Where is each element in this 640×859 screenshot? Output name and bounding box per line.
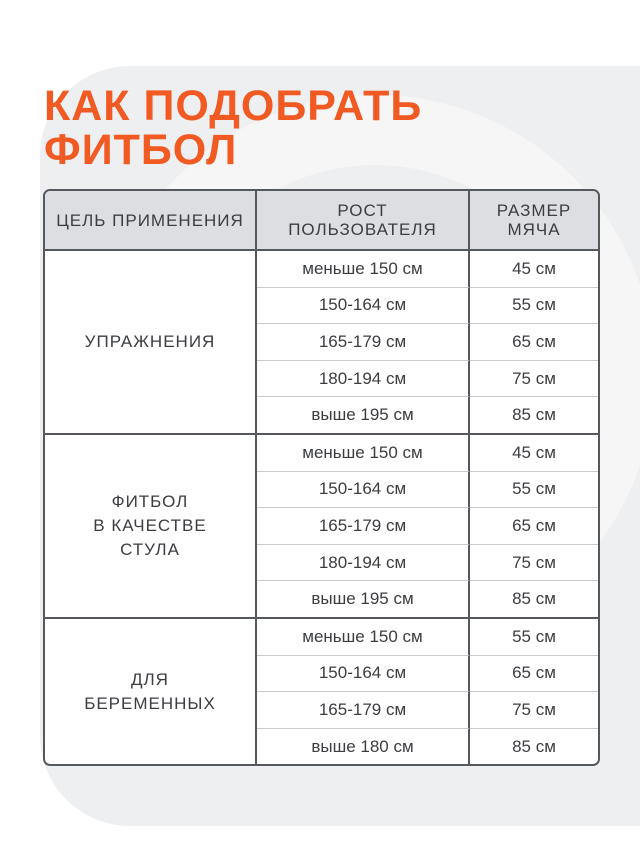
ball-size-cell: 55 см	[470, 288, 598, 325]
table-row	[45, 435, 598, 472]
ball-size-cell: 55 см	[470, 472, 598, 509]
ball-size-cell: 85 см	[470, 397, 598, 435]
ball-size-cell: 85 см	[512, 736, 556, 756]
height-cell: 150-164 см	[257, 288, 470, 325]
table-row	[45, 251, 598, 288]
header-user-height: РОСТ ПОЛЬЗОВАТЕЛЯ	[257, 191, 470, 251]
table-header-row	[45, 191, 598, 251]
height-cell: 150-164 см	[257, 656, 470, 693]
ball-size-cell: 45 см	[470, 435, 598, 472]
height-cell: меньше 150 см	[257, 435, 470, 472]
height-cell: выше 195 см	[257, 397, 470, 435]
height-cell: 165-179 см	[257, 324, 470, 361]
height-cell: выше 180 см	[257, 729, 470, 765]
height-cell: 165-179 см	[257, 508, 470, 545]
ball-size-cell: 75 см	[470, 692, 598, 729]
height-cell: меньше 150 см	[257, 619, 470, 656]
header-purpose: ЦЕЛЬ ПРИМЕНЕНИЯ	[45, 191, 257, 251]
ball-size-cell: 55 см	[470, 619, 598, 656]
group-label: ДЛЯ БЕРЕМЕННЫХ	[45, 619, 257, 764]
group-label: ФИТБОЛ В КАЧЕСТВЕ СТУЛА	[45, 435, 257, 619]
height-cell: 165-179 см	[257, 692, 470, 729]
ball-size-cell: 75 см	[470, 545, 598, 582]
table-row	[45, 619, 598, 656]
height-cell: 180-194 см	[257, 545, 470, 582]
ball-size-cell: 85 см	[470, 581, 598, 619]
ball-size-cell: 65 см	[470, 508, 598, 545]
header-ball-size: РАЗМЕР МЯЧА	[470, 191, 598, 251]
height-cell: выше 195 см	[257, 581, 470, 619]
group-label: УПРАЖНЕНИЯ	[45, 251, 257, 435]
ball-size-cell: 45 см	[470, 251, 598, 288]
ball-size-cell: 65 см	[470, 324, 598, 361]
page-title	[44, 84, 422, 172]
title-line-2: ФИТБОЛ	[44, 126, 238, 174]
height-cell: 180-194 см	[257, 361, 470, 398]
ball-size-cell: 65 см	[470, 656, 598, 693]
title-line-1: КАК ПОДОБРАТЬ	[44, 82, 423, 130]
size-table	[43, 189, 600, 766]
height-cell: 150-164 см	[257, 472, 470, 509]
height-cell: меньше 150 см	[257, 251, 470, 288]
ball-size-cell: 75 см	[470, 361, 598, 398]
table-body	[45, 251, 598, 764]
